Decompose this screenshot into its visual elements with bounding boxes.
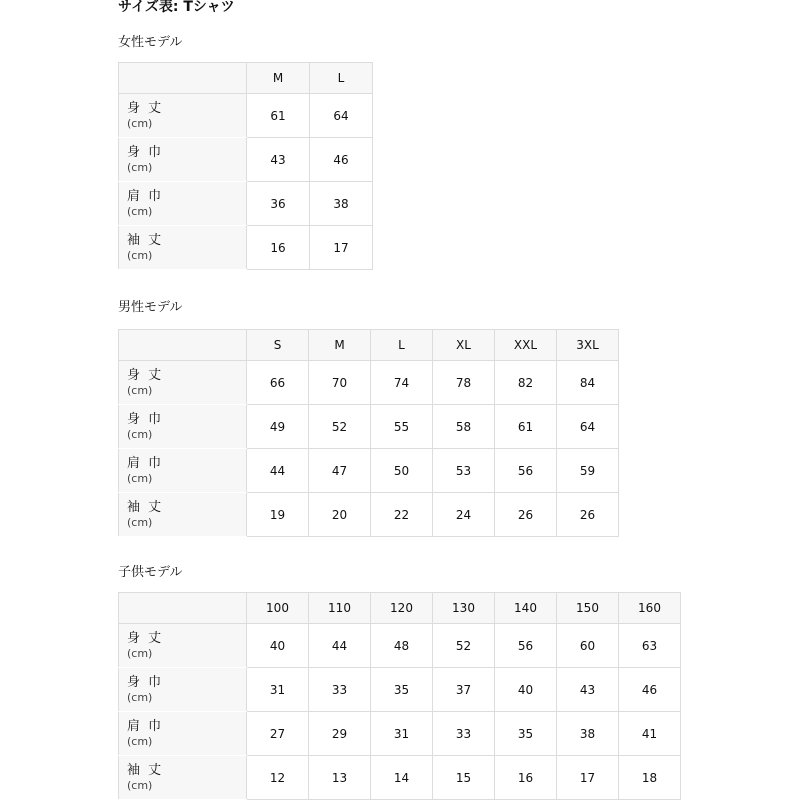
table-cell: 60 bbox=[557, 624, 619, 668]
row-header bbox=[119, 712, 247, 756]
table-cell: 78 bbox=[433, 361, 495, 405]
table-cell: 29 bbox=[309, 712, 371, 756]
table-cell: 59 bbox=[557, 449, 619, 493]
row-header bbox=[119, 405, 247, 449]
table-cell: 40 bbox=[247, 624, 309, 668]
row-header bbox=[119, 449, 247, 493]
row-unit: (cm) bbox=[127, 248, 153, 262]
size-header: 140 bbox=[495, 593, 557, 624]
table-row bbox=[119, 182, 373, 226]
row-label: 袖 丈 bbox=[127, 232, 164, 248]
table-cell: 37 bbox=[433, 668, 495, 712]
row-unit: (cm) bbox=[127, 778, 153, 792]
table-cell: 27 bbox=[247, 712, 309, 756]
table-cell: 70 bbox=[309, 361, 371, 405]
size-table-women bbox=[118, 62, 373, 270]
table-row bbox=[119, 449, 619, 493]
size-header: 160 bbox=[619, 593, 681, 624]
section-title-women: 女性モデル bbox=[118, 35, 183, 50]
row-unit: (cm) bbox=[127, 116, 153, 130]
table-cell: 74 bbox=[371, 361, 433, 405]
header-corner-cell bbox=[119, 63, 247, 94]
table-cell: 13 bbox=[309, 756, 371, 800]
table-cell: 17 bbox=[310, 226, 373, 270]
size-header: 100 bbox=[247, 593, 309, 624]
table-cell: 36 bbox=[247, 182, 310, 226]
row-header bbox=[119, 138, 247, 182]
size-header: L bbox=[371, 330, 433, 361]
size-header: 3XL bbox=[557, 330, 619, 361]
row-label: 身 丈 bbox=[127, 630, 164, 646]
row-header bbox=[119, 361, 247, 405]
size-table-kids bbox=[118, 592, 681, 800]
table-cell: 41 bbox=[619, 712, 681, 756]
row-header bbox=[119, 226, 247, 270]
table-cell: 40 bbox=[495, 668, 557, 712]
table-cell: 22 bbox=[371, 493, 433, 537]
size-header: M bbox=[309, 330, 371, 361]
table-cell: 31 bbox=[371, 712, 433, 756]
size-header: 120 bbox=[371, 593, 433, 624]
page-title: サイズ表: Tシャツ bbox=[118, 0, 235, 15]
row-label: 身 巾 bbox=[127, 411, 164, 427]
table-cell: 43 bbox=[557, 668, 619, 712]
table-cell: 56 bbox=[495, 449, 557, 493]
size-header: S bbox=[247, 330, 309, 361]
row-unit: (cm) bbox=[127, 383, 153, 397]
row-label: 身 巾 bbox=[127, 674, 164, 690]
row-label: 身 丈 bbox=[127, 367, 164, 383]
table-cell: 52 bbox=[309, 405, 371, 449]
table-cell: 58 bbox=[433, 405, 495, 449]
size-header: 110 bbox=[309, 593, 371, 624]
table-cell: 16 bbox=[247, 226, 310, 270]
table-header-row bbox=[119, 330, 619, 361]
row-label: 袖 丈 bbox=[127, 499, 164, 515]
header-corner-cell bbox=[119, 593, 247, 624]
table-cell: 52 bbox=[433, 624, 495, 668]
table-cell: 16 bbox=[495, 756, 557, 800]
table-header-row bbox=[119, 63, 373, 94]
table-cell: 44 bbox=[247, 449, 309, 493]
size-header: 130 bbox=[433, 593, 495, 624]
table-cell: 12 bbox=[247, 756, 309, 800]
table-row bbox=[119, 668, 681, 712]
table-cell: 43 bbox=[247, 138, 310, 182]
row-unit: (cm) bbox=[127, 160, 153, 174]
row-label: 肩 巾 bbox=[127, 188, 164, 204]
table-cell: 84 bbox=[557, 361, 619, 405]
table-row bbox=[119, 138, 373, 182]
table-cell: 82 bbox=[495, 361, 557, 405]
table-cell: 38 bbox=[310, 182, 373, 226]
table-cell: 24 bbox=[433, 493, 495, 537]
table-cell: 46 bbox=[310, 138, 373, 182]
table-cell: 44 bbox=[309, 624, 371, 668]
table-cell: 63 bbox=[619, 624, 681, 668]
size-header: L bbox=[310, 63, 373, 94]
table-cell: 61 bbox=[495, 405, 557, 449]
table-cell: 26 bbox=[495, 493, 557, 537]
table-row bbox=[119, 94, 373, 138]
table-cell: 48 bbox=[371, 624, 433, 668]
table-cell: 61 bbox=[247, 94, 310, 138]
table-cell: 26 bbox=[557, 493, 619, 537]
row-label: 身 巾 bbox=[127, 144, 164, 160]
row-unit: (cm) bbox=[127, 515, 153, 529]
table-cell: 55 bbox=[371, 405, 433, 449]
table-header-row bbox=[119, 593, 681, 624]
row-unit: (cm) bbox=[127, 204, 153, 218]
row-unit: (cm) bbox=[127, 427, 153, 441]
header-corner-cell bbox=[119, 330, 247, 361]
table-cell: 64 bbox=[310, 94, 373, 138]
table-cell: 38 bbox=[557, 712, 619, 756]
row-header bbox=[119, 756, 247, 800]
table-cell: 33 bbox=[309, 668, 371, 712]
row-header bbox=[119, 668, 247, 712]
table-cell: 64 bbox=[557, 405, 619, 449]
table-cell: 19 bbox=[247, 493, 309, 537]
table-row bbox=[119, 712, 681, 756]
table-cell: 35 bbox=[495, 712, 557, 756]
table-row bbox=[119, 226, 373, 270]
row-header bbox=[119, 94, 247, 138]
size-header: XL bbox=[433, 330, 495, 361]
table-cell: 35 bbox=[371, 668, 433, 712]
section-title-men: 男性モデル bbox=[118, 300, 183, 315]
table-cell: 33 bbox=[433, 712, 495, 756]
table-cell: 17 bbox=[557, 756, 619, 800]
row-unit: (cm) bbox=[127, 734, 153, 748]
row-header bbox=[119, 624, 247, 668]
table-cell: 49 bbox=[247, 405, 309, 449]
table-cell: 66 bbox=[247, 361, 309, 405]
table-row bbox=[119, 361, 619, 405]
table-cell: 46 bbox=[619, 668, 681, 712]
row-header bbox=[119, 493, 247, 537]
table-cell: 31 bbox=[247, 668, 309, 712]
row-header bbox=[119, 182, 247, 226]
row-unit: (cm) bbox=[127, 471, 153, 485]
size-header: XXL bbox=[495, 330, 557, 361]
table-cell: 47 bbox=[309, 449, 371, 493]
table-cell: 53 bbox=[433, 449, 495, 493]
row-label: 身 丈 bbox=[127, 100, 164, 116]
row-label: 袖 丈 bbox=[127, 762, 164, 778]
table-cell: 15 bbox=[433, 756, 495, 800]
table-row bbox=[119, 756, 681, 800]
table-row bbox=[119, 624, 681, 668]
table-cell: 50 bbox=[371, 449, 433, 493]
row-unit: (cm) bbox=[127, 646, 153, 660]
table-row bbox=[119, 405, 619, 449]
row-label: 肩 巾 bbox=[127, 718, 164, 734]
table-cell: 56 bbox=[495, 624, 557, 668]
row-unit: (cm) bbox=[127, 690, 153, 704]
size-header: M bbox=[247, 63, 310, 94]
table-cell: 20 bbox=[309, 493, 371, 537]
table-row bbox=[119, 493, 619, 537]
table-cell: 14 bbox=[371, 756, 433, 800]
size-header: 150 bbox=[557, 593, 619, 624]
section-title-kids: 子供モデル bbox=[118, 565, 183, 580]
table-cell: 18 bbox=[619, 756, 681, 800]
row-label: 肩 巾 bbox=[127, 455, 164, 471]
size-table-men bbox=[118, 329, 619, 537]
